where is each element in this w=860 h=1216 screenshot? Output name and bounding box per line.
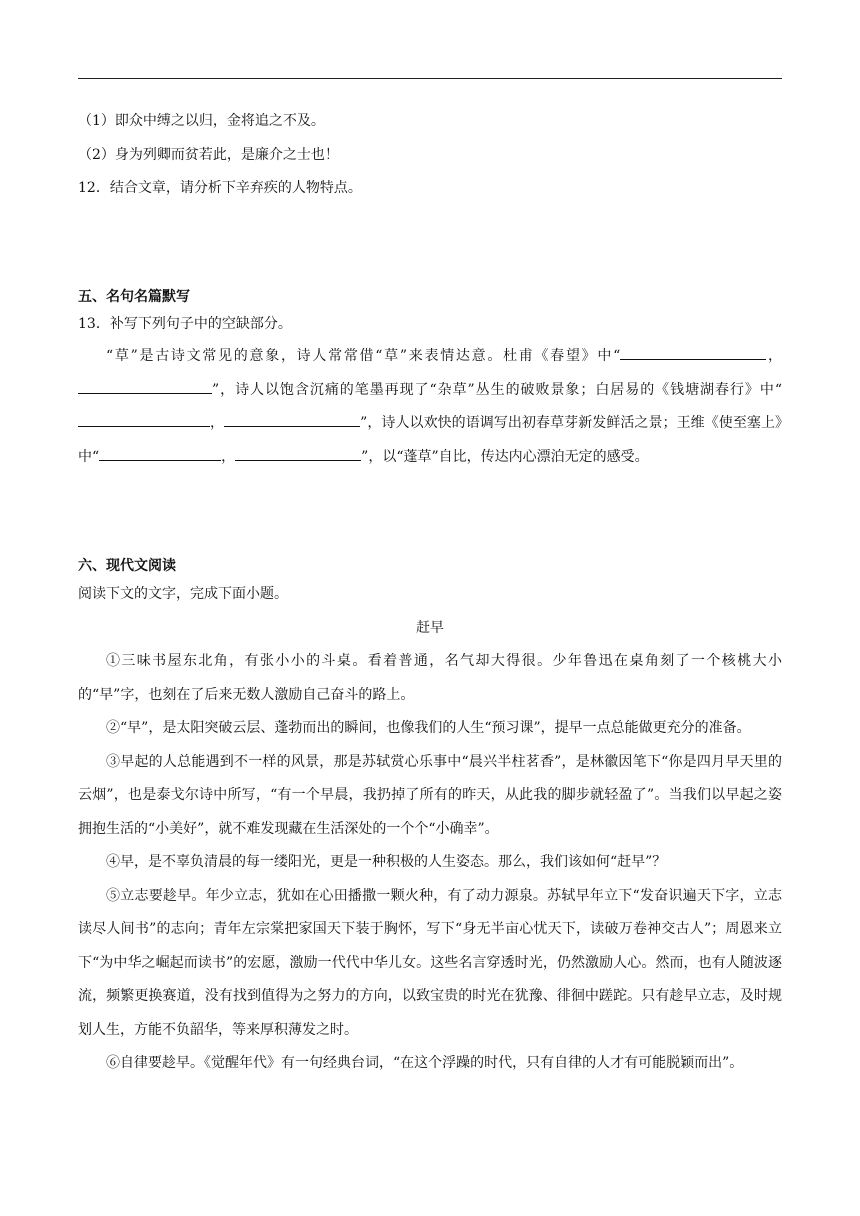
fill-text-4: ，	[210, 415, 225, 431]
fill-text-6: ，	[221, 448, 236, 465]
answer-blank-5[interactable]	[99, 446, 221, 461]
fill-text-1: “草”是古诗文常见的意象，诗人常常借“草”来表情达意。杜甫《春望》中“	[106, 348, 621, 364]
fill-text-2: ，	[766, 348, 783, 364]
fill-text-5: ”，诗人以欢快的语调写出初春草芽新发鲜活之景；王维《使至塞上》中“	[78, 415, 783, 465]
section-5-heading: 五、名句名篇默写	[78, 289, 190, 305]
question-12: 12．结合文章，请分析下辛弃疾的人物特点。	[78, 180, 362, 196]
question-11-item-2: （2）身为列卿而贫若此，是廉介之士也！	[78, 147, 339, 163]
question-11-item-1: （1）即众中缚之以归，金将追之不及。	[78, 113, 325, 129]
reading-instruction: 阅读下文的文字，完成下面小题。	[78, 586, 288, 602]
article-title: 赶早	[416, 620, 444, 636]
article-paragraph: ⑥自律要趁早。《觉醒年代》有一句经典台词，“在这个浮躁的时代，只有自律的人才有可能脱颖而出”。	[106, 1055, 744, 1071]
answer-blank-3[interactable]	[78, 412, 210, 427]
fill-in-blank-paragraph	[78, 340, 782, 474]
fill-text-7: ”，以“蓬草”自比，传达内心漂泊无定的感受。	[361, 448, 649, 465]
fill-text-3: ”，诗人以饱含沉痛的笔墨再现了“杂草”丛生的破败景象；白居易的《钱塘湖春行》中“	[212, 381, 782, 398]
article-body	[78, 645, 782, 1081]
answer-blank-2[interactable]	[78, 379, 212, 394]
article-paragraph: ①三味书屋东北角，有张小小的斗桌。看着普通，名气却大得很。少年鲁迅在桌角刻了一个核桃大小的“早”字，也刻在了后来无数人激励自己奋斗的路上。	[78, 653, 782, 703]
article-paragraph: ④早，是不辜负清晨的每一缕阳光，更是一种积极的人生姿态。那么，我们该如何“赶早”？	[106, 854, 667, 870]
section-6-heading: 六、现代文阅读	[78, 558, 176, 574]
article-paragraph: ⑤立志要趁早。年少立志，犹如在心田播撒一颗火种，有了动力源泉。苏轼早年立下“发奋识遍天下字，立志读尽人间书”的志向；青年左宗棠把家国天下装于胸怀，写下“身无半亩心忧天下，读破万卷神交古人”；周恩来立下“为中华之崛起而读书”的宏愿，激励一代代中华儿女。这些名言穿透时光，仍然激励人心。然而，也有人随波逐流，频繁更换赛道，没有找到值得为之努力的方向，以致宝贵的时光在犹豫、徘徊中蹉跎。只有趁早立志，及时规划人生，方能不负韶华，等来厚积薄发之时。	[78, 887, 783, 1038]
answer-blank-4[interactable]	[224, 412, 360, 427]
article-paragraph: ②“早”，是太阳突破云层、蓬勃而出的瞬间，也像我们的人生“预习课”，提早一点总能做更充分的准备。	[106, 720, 751, 736]
header-rule	[78, 78, 782, 79]
answer-blank-6[interactable]	[235, 446, 361, 461]
answer-blank-1[interactable]	[620, 345, 766, 360]
question-13: 13．补写下列句子中的空缺部分。	[78, 316, 292, 332]
article-paragraph: ③早起的人总能遇到不一样的风景，那是苏轼赏心乐事中“晨兴半柱茗香”，是林徽因笔下“你是四月早天里的云烟”，也是泰戈尔诗中所写，“有一个早晨，我扔掉了所有的昨天，从此我的脚步就轻盈了”。当我们以早起之姿拥抱生活的“小美好”，就不难发现藏在生活深处的一个个“小确幸”。	[78, 753, 782, 837]
